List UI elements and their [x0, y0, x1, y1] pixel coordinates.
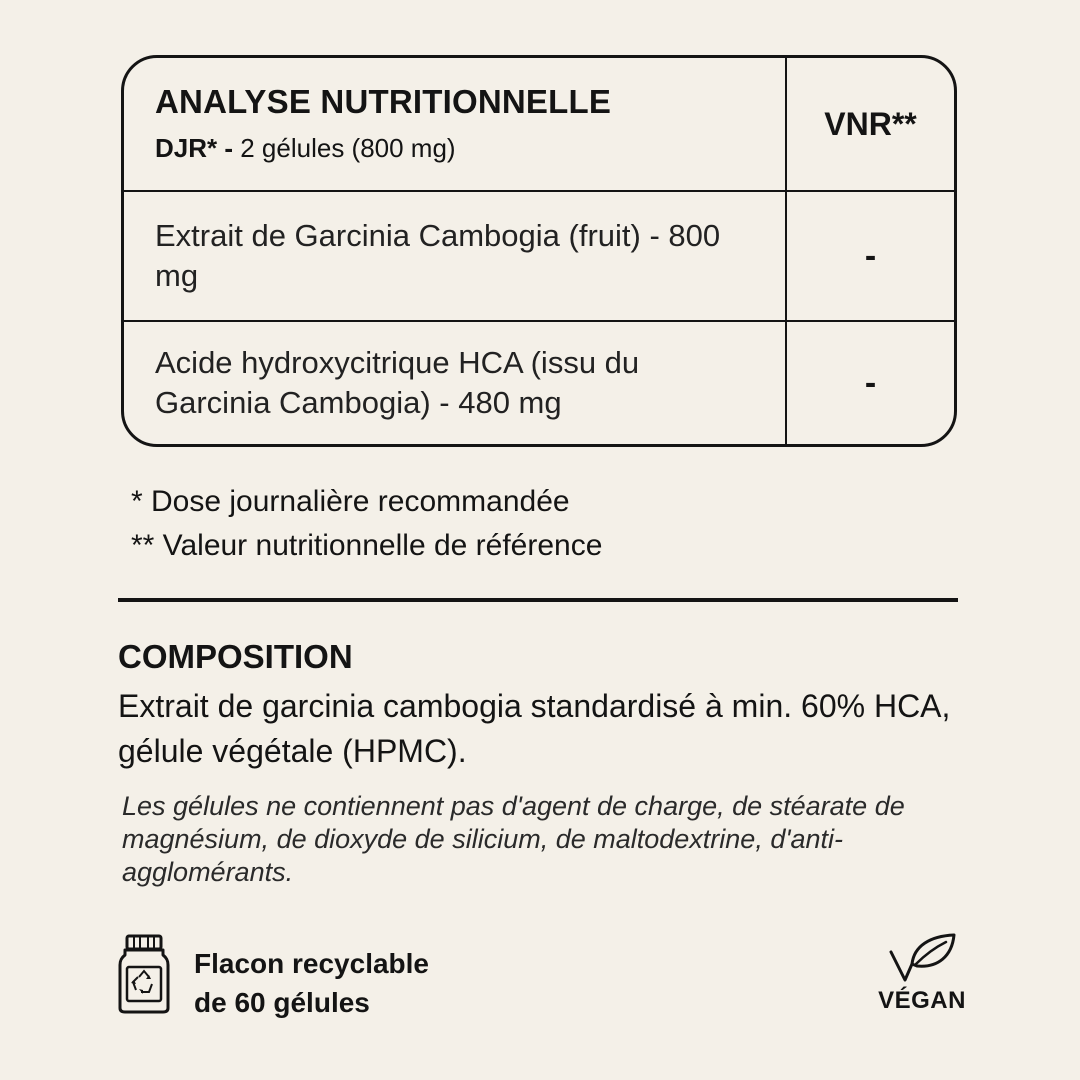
- footnote-vnr: ** Valeur nutritionnelle de référence: [131, 529, 603, 562]
- vnr-value: -: [864, 236, 877, 275]
- composition-text: Extrait de garcinia cambogia standardisé à min. 60% HCA, gélule végétale (HPMC).: [118, 688, 951, 769]
- ingredient-name: Extrait de Garcinia Cambogia (fruit) - 800 mg: [155, 217, 721, 293]
- table-title: ANALYSE NUTRITIONNELLE: [155, 83, 612, 121]
- djr-value: 2 gélules (800 mg): [233, 132, 456, 163]
- vegan-label: VÉGAN: [878, 987, 966, 1014]
- table-row: [124, 192, 787, 322]
- djr-label: DJR* -: [155, 132, 234, 163]
- table-subtitle: [155, 133, 785, 164]
- vnr-header: VNR**: [824, 105, 917, 142]
- footnote-djr: * Dose journalière recommandée: [131, 485, 570, 518]
- footnotes: [131, 480, 602, 568]
- table-row: [124, 322, 787, 444]
- ingredient-name: Acide hydroxycitrique HCA (issu du Garcinia Cambogia) - 480 mg: [155, 344, 640, 420]
- composition-note: Les gélules ne contiennent pas d'agent de charge, de stéarate de magnésium, de dioxyde de silicium, de maltodextrine, d'anti-agglomérants.: [122, 791, 905, 887]
- table-row-vnr: [787, 322, 954, 444]
- composition-title: COMPOSITION: [118, 638, 353, 675]
- section-divider: [118, 598, 958, 602]
- nutrition-table: [121, 55, 957, 447]
- table-row-vnr: [787, 192, 954, 322]
- bottle-badge-line2: de 60 gélules: [194, 987, 370, 1018]
- table-header-cell: [124, 58, 787, 192]
- vnr-value: -: [864, 363, 877, 402]
- recyclable-bottle-icon: [118, 934, 170, 1014]
- bottle-badge-line1: Flacon recyclable: [194, 948, 430, 979]
- bottle-badge-text: [194, 944, 429, 1022]
- vnr-header-cell: [787, 58, 954, 192]
- leaf-check-icon: [888, 930, 958, 986]
